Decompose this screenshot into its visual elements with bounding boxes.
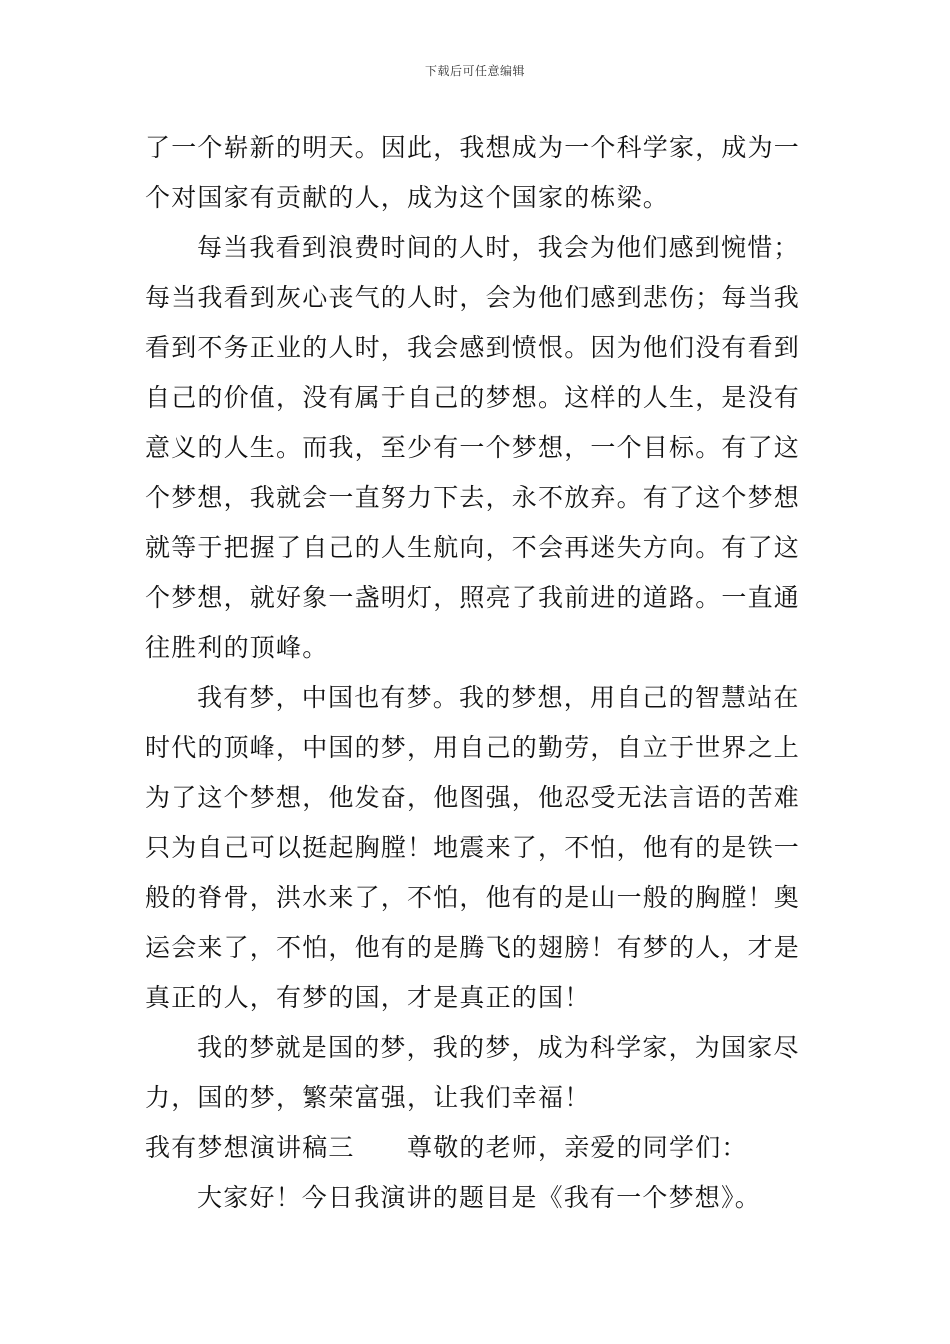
paragraph-start-line: 每当我看到浪费时间的人时，我会为他们感到惋惜； — [197, 233, 800, 262]
paragraph-start-line: 我的梦就是国的梦，我的梦，成为科学家，为国家尽 — [197, 1033, 800, 1062]
paragraph-start-line: 我有梦，中国也有梦。我的梦想，用自己的智慧站在 — [197, 683, 800, 712]
text-line: 为了这个梦想，他发奋，他图强，他忍受无法言语的苦难 — [145, 783, 801, 812]
text-line: 意义的人生。而我，至少有一个梦想，一个目标。有了这 — [145, 433, 801, 462]
text-line: 个梦想，我就会一直努力下去，永不放弃。有了这个梦想 — [145, 483, 801, 512]
text-line: 时代的顶峰，中国的梦，用自己的勤劳，自立于世界之上 — [145, 733, 801, 762]
text-line: 真正的人，有梦的国，才是真正的国！ — [145, 983, 591, 1012]
text-line: 个对国家有贡献的人，成为这个国家的栋梁。 — [145, 183, 670, 212]
paragraph-start-line: 大家好！今日我演讲的题目是《我有一个梦想》。 — [197, 1183, 761, 1212]
text-line: 了一个崭新的明天。因此，我想成为一个科学家，成为一 — [145, 133, 801, 162]
text-line: 自己的价值，没有属于自己的梦想。这样的人生，是没有 — [145, 383, 801, 412]
text-line: 每当我看到灰心丧气的人时，会为他们感到悲伤；每当我 — [145, 283, 801, 312]
section-heading-line: 我有梦想演讲稿三 尊敬的老师，亲爱的同学们： — [145, 1133, 748, 1162]
text-line: 就等于把握了自己的人生航向，不会再迷失方向。有了这 — [145, 533, 801, 562]
text-line: 运会来了，不怕，他有的是腾飞的翅膀！有梦的人，才是 — [145, 933, 801, 962]
text-line: 往胜利的顶峰。 — [145, 633, 329, 662]
text-line: 个梦想，就好象一盏明灯，照亮了我前进的道路。一直通 — [145, 583, 801, 612]
text-line: 只为自己可以挺起胸膛！地震来了，不怕，他有的是铁一 — [145, 833, 801, 862]
text-line: 般的脊骨，洪水来了，不怕，他有的是山一般的胸膛！奥 — [145, 883, 801, 912]
page-header: 下载后可任意编辑 — [424, 64, 525, 78]
text-line: 看到不务正业的人时，我会感到愤恨。因为他们没有看到 — [145, 333, 801, 362]
text-line: 力，国的梦，繁荣富强，让我们幸福！ — [145, 1083, 591, 1112]
